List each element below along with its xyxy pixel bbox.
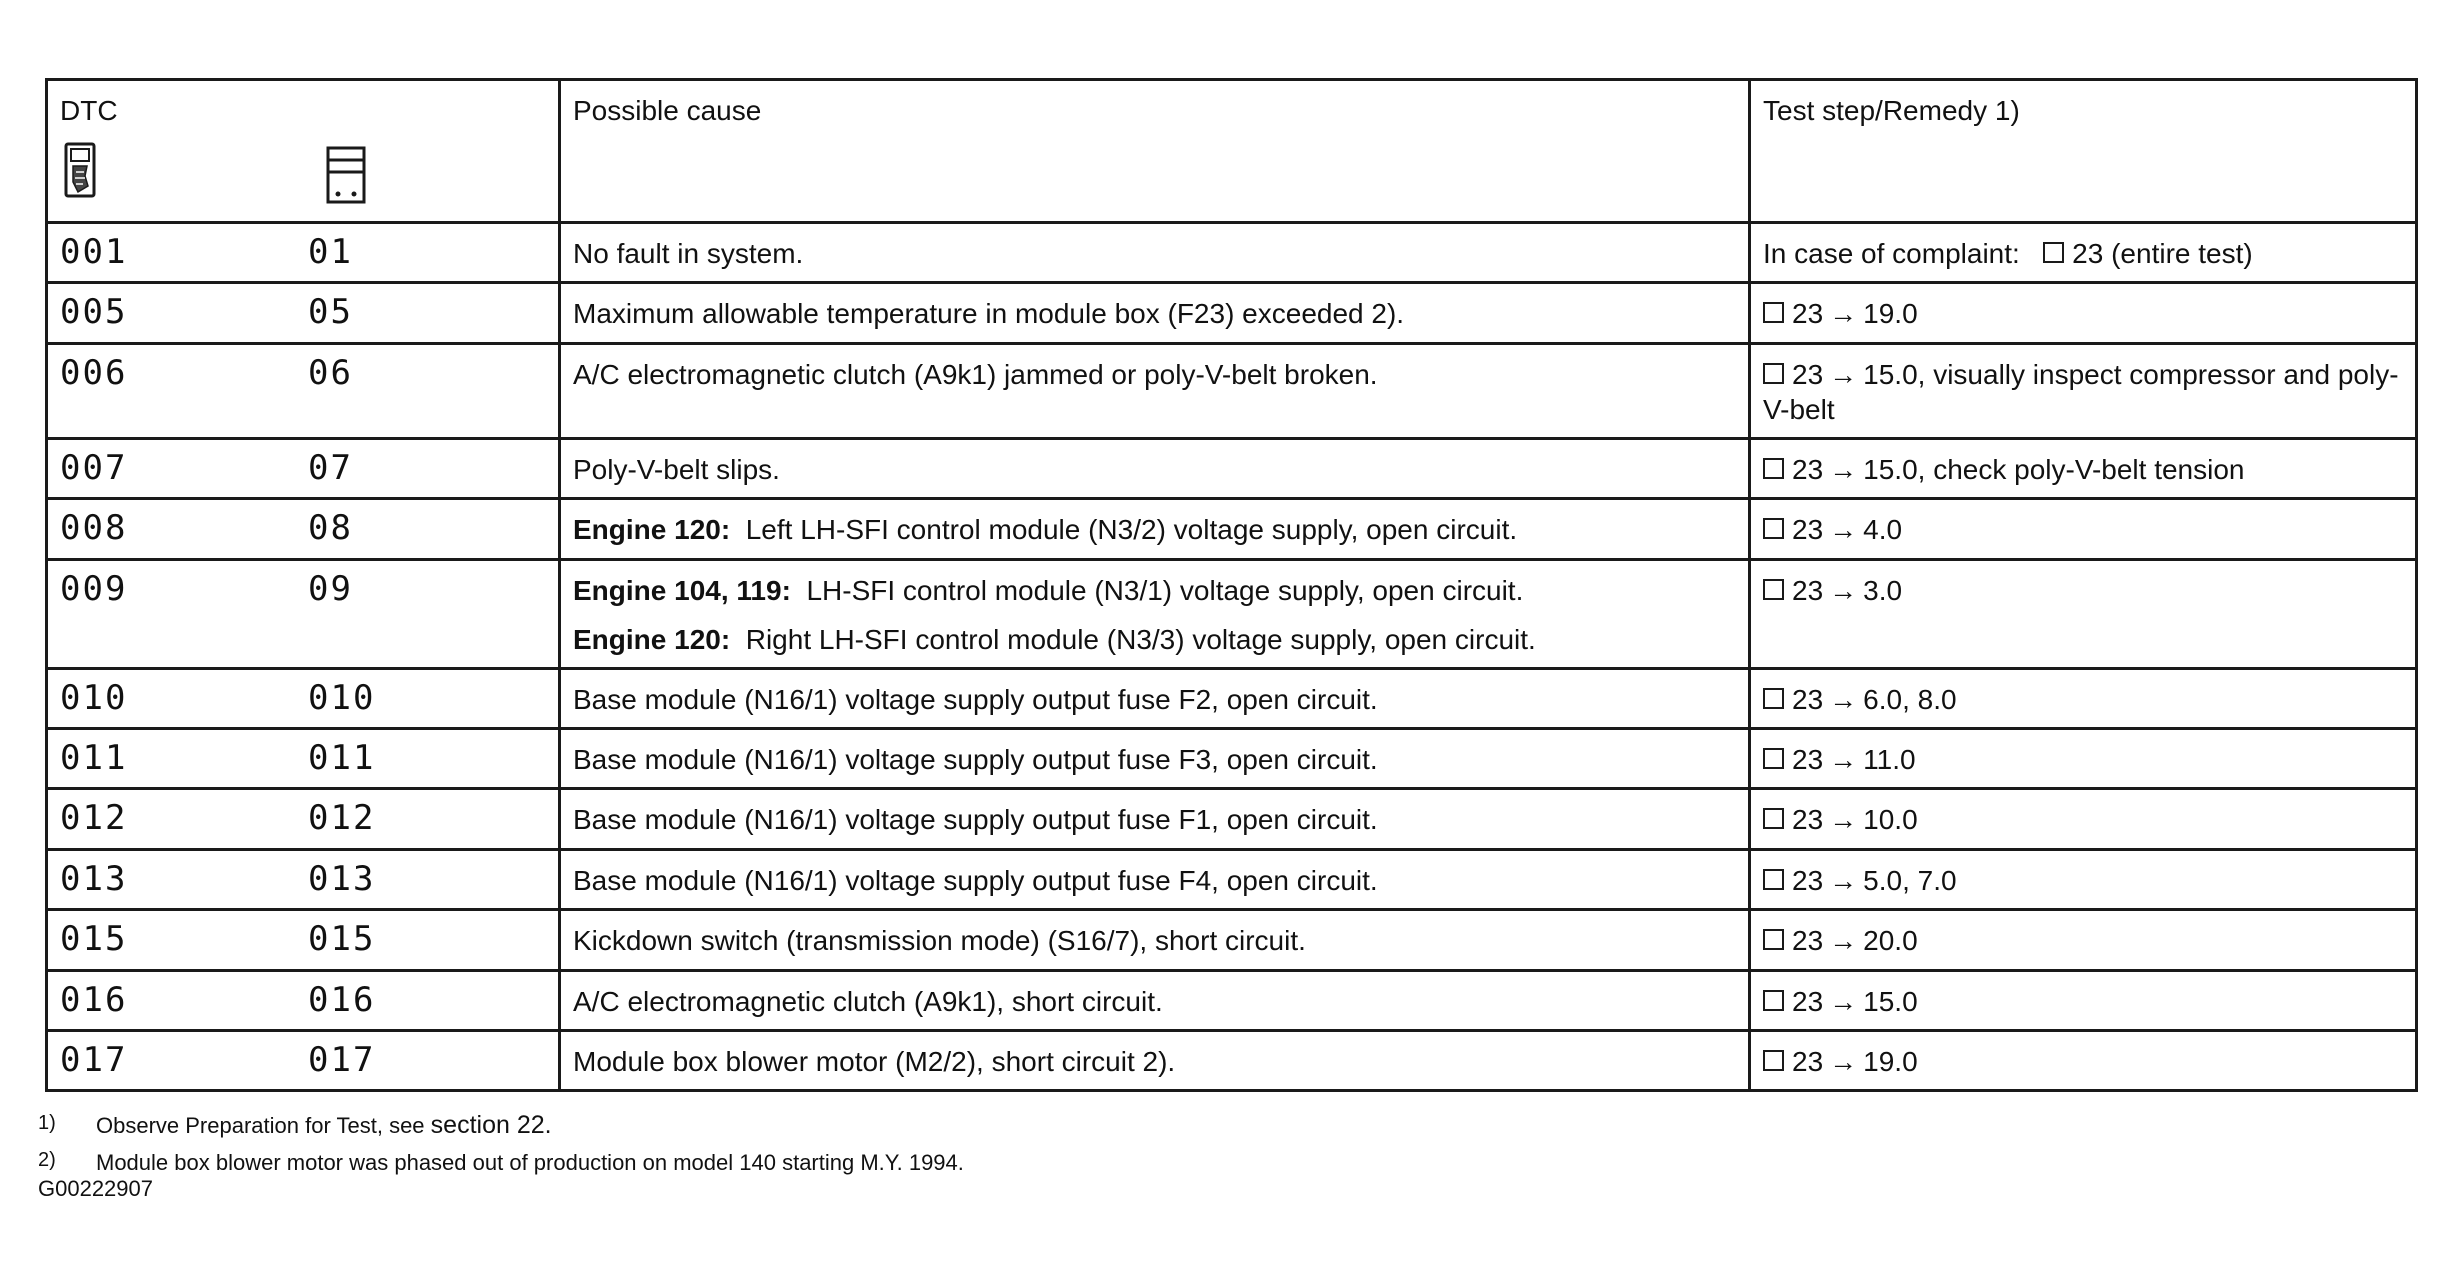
section-box-icon bbox=[1763, 748, 1784, 769]
cause-line bbox=[573, 682, 1738, 717]
right-arrow-icon: → bbox=[1829, 453, 1858, 485]
remedy-step: 20.0 bbox=[1863, 925, 1918, 957]
section-ref: 23 bbox=[1792, 358, 1824, 390]
dtc-code-tester: 015 bbox=[60, 919, 128, 960]
dtc-code-tester: 006 bbox=[60, 352, 128, 393]
remedy-cell bbox=[1750, 668, 2417, 728]
dtc-cell bbox=[47, 849, 560, 909]
cause-text: Right LH-SFI control module (N3/3) voltage supply, open circuit. bbox=[745, 623, 1536, 655]
remedy-cell bbox=[1750, 499, 2417, 559]
footnote-2 bbox=[38, 1143, 964, 1180]
dtc-code-tester: 009 bbox=[60, 568, 128, 609]
remedy-header-cell bbox=[1750, 80, 2417, 223]
footnote-section-ref: section 22. bbox=[430, 1111, 552, 1139]
table-row bbox=[47, 283, 2417, 343]
dtc-cell bbox=[47, 668, 560, 728]
dtc-code-tester: 010 bbox=[60, 677, 128, 718]
cause-line bbox=[573, 802, 1738, 837]
cause-cell bbox=[560, 728, 1750, 788]
cause-cell bbox=[560, 499, 1750, 559]
dtc-cell bbox=[47, 910, 560, 970]
table-row bbox=[47, 438, 2417, 498]
cause-cell bbox=[560, 343, 1750, 438]
remedy-column-header: Test step/Remedy 1) bbox=[1763, 95, 2020, 126]
cause-text: Base module (N16/1) voltage supply output fuse F1, open circuit. bbox=[573, 804, 1378, 836]
remedy-step: 10.0 bbox=[1863, 804, 1918, 836]
remedy-cell bbox=[1750, 728, 2417, 788]
remedy-step: 6.0, 8.0 bbox=[1863, 683, 1957, 715]
right-arrow-icon: → bbox=[1829, 298, 1858, 330]
cause-cell bbox=[560, 789, 1750, 849]
dtc-cell bbox=[47, 559, 560, 668]
remedy-cell bbox=[1750, 438, 2417, 498]
section-box-icon bbox=[1763, 579, 1784, 600]
right-arrow-icon: → bbox=[1829, 925, 1858, 957]
remedy-step: 11.0 bbox=[1863, 743, 1916, 775]
section-ref: 23 bbox=[1792, 804, 1824, 836]
table-row bbox=[47, 499, 2417, 559]
section-box-icon bbox=[1763, 869, 1784, 890]
cause-text: LH-SFI control module (N3/1) voltage supply, open circuit. bbox=[806, 574, 1524, 606]
cause-text: Base module (N16/1) voltage supply output fuse F2, open circuit. bbox=[573, 683, 1378, 715]
table-row bbox=[47, 1030, 2417, 1090]
dtc-cell bbox=[47, 499, 560, 559]
section-ref: 23 bbox=[1792, 453, 1824, 485]
dtc-code-display: 07 bbox=[308, 447, 353, 488]
cause-line bbox=[573, 863, 1738, 898]
dtc-code-display: 015 bbox=[308, 919, 376, 960]
remedy-step: 4.0 bbox=[1863, 514, 1903, 546]
section-box-icon bbox=[1763, 929, 1784, 950]
section-box-icon bbox=[1763, 302, 1784, 323]
dtc-cell bbox=[47, 223, 560, 283]
engine-prefix: Engine 104, 119: bbox=[573, 574, 791, 606]
cause-header-cell bbox=[560, 80, 1750, 223]
table-row bbox=[47, 849, 2417, 909]
cause-text: Module box blower motor (M2/2), short circuit 2). bbox=[573, 1045, 1176, 1077]
footnote-text: Observe Preparation for Test, see bbox=[96, 1113, 425, 1138]
footnote-number: 1) bbox=[38, 1112, 56, 1134]
dtc-cell bbox=[47, 283, 560, 343]
cause-text: Maximum allowable temperature in module box (F23) exceeded 2). bbox=[573, 298, 1405, 330]
cause-line bbox=[573, 742, 1738, 777]
cause-line bbox=[573, 236, 1738, 271]
section-ref: 23 bbox=[1792, 743, 1824, 775]
dtc-code-tester: 008 bbox=[60, 508, 128, 549]
dtc-code-display: 012 bbox=[308, 798, 376, 839]
dtc-code-tester: 012 bbox=[60, 798, 128, 839]
cause-cell bbox=[560, 970, 1750, 1030]
cause-text: Left LH-SFI control module (N3/2) voltage supply, open circuit. bbox=[745, 514, 1518, 546]
dtc-cell bbox=[47, 343, 560, 438]
engine-prefix: Engine 120: bbox=[573, 514, 731, 546]
table-row bbox=[47, 223, 2417, 283]
footnote-number: 2) bbox=[38, 1149, 56, 1171]
section-box-icon bbox=[1763, 990, 1784, 1011]
footnote-1 bbox=[38, 1106, 964, 1143]
remedy-step: 15.0, check poly-V-belt tension bbox=[1863, 453, 2245, 485]
cause-cell bbox=[560, 223, 1750, 283]
cause-line bbox=[573, 452, 1738, 487]
cause-cell bbox=[560, 668, 1750, 728]
dtc-code-display: 016 bbox=[308, 979, 376, 1020]
dtc-code-display: 017 bbox=[308, 1039, 376, 1080]
section-box-icon bbox=[1763, 458, 1784, 479]
right-arrow-icon: → bbox=[1829, 358, 1858, 390]
cause-line bbox=[573, 622, 1738, 657]
footnote-text: Module box blower motor was phased out of production on model 140 starting M.Y. 1994. bbox=[96, 1150, 964, 1175]
right-arrow-icon: → bbox=[1829, 574, 1858, 606]
section-ref: 23 bbox=[1792, 298, 1824, 330]
cause-cell bbox=[560, 910, 1750, 970]
section-ref: 23 bbox=[1792, 1045, 1824, 1077]
dtc-code-tester: 007 bbox=[60, 447, 128, 488]
table-row bbox=[47, 343, 2417, 438]
dtc-code-display: 06 bbox=[308, 352, 353, 393]
cause-text: A/C electromagnetic clutch (A9k1) jammed or poly-V-belt broken. bbox=[573, 358, 1378, 390]
remedy-cell bbox=[1750, 283, 2417, 343]
section-box-icon bbox=[2043, 242, 2064, 263]
dtc-cell bbox=[47, 789, 560, 849]
remedy-cell bbox=[1750, 559, 2417, 668]
dtc-header-cell bbox=[47, 80, 560, 223]
remedy-prefix: In case of complaint: bbox=[1763, 238, 2020, 269]
dtc-table bbox=[45, 78, 2418, 1092]
cause-line bbox=[573, 573, 1738, 608]
section-ref: 23 bbox=[1792, 985, 1824, 1017]
remedy-cell bbox=[1750, 789, 2417, 849]
display-unit-icon bbox=[326, 146, 366, 204]
right-arrow-icon: → bbox=[1829, 864, 1858, 896]
remedy-step: 5.0, 7.0 bbox=[1863, 864, 1957, 896]
right-arrow-icon: → bbox=[1829, 985, 1858, 1017]
section-box-icon bbox=[1763, 1050, 1784, 1071]
dtc-code-tester: 017 bbox=[60, 1039, 128, 1080]
table-row bbox=[47, 559, 2417, 668]
dtc-code-display: 09 bbox=[308, 568, 353, 609]
table-row bbox=[47, 668, 2417, 728]
cause-line bbox=[573, 357, 1738, 392]
remedy-cell bbox=[1750, 970, 2417, 1030]
remedy-step: 15.0, visually inspect compressor and poly-V-belt bbox=[1763, 358, 2399, 425]
dtc-code-tester: 016 bbox=[60, 979, 128, 1020]
cause-cell bbox=[560, 438, 1750, 498]
table-row bbox=[47, 789, 2417, 849]
dtc-code-display: 05 bbox=[308, 292, 353, 333]
table-body bbox=[47, 223, 2417, 1091]
cause-line bbox=[573, 984, 1738, 1019]
dtc-code-tester: 013 bbox=[60, 858, 128, 899]
right-arrow-icon: → bbox=[1829, 514, 1858, 546]
section-box-icon bbox=[1763, 518, 1784, 539]
section-ref: 23 bbox=[1792, 925, 1824, 957]
cause-cell bbox=[560, 849, 1750, 909]
dtc-code-tester: 011 bbox=[60, 737, 128, 778]
right-arrow-icon: → bbox=[1829, 1045, 1858, 1077]
remedy-cell bbox=[1750, 1030, 2417, 1090]
table-row bbox=[47, 970, 2417, 1030]
table-row bbox=[47, 910, 2417, 970]
cause-line bbox=[573, 512, 1738, 547]
engine-prefix: Engine 120: bbox=[573, 623, 731, 655]
cause-line bbox=[573, 296, 1738, 331]
dtc-code-display: 011 bbox=[308, 737, 376, 778]
dtc-code-display: 01 bbox=[308, 232, 353, 272]
cause-line bbox=[573, 1044, 1738, 1079]
footnotes bbox=[38, 1106, 964, 1180]
cause-cell bbox=[560, 559, 1750, 668]
cause-text: Base module (N16/1) voltage supply output fuse F4, open circuit. bbox=[573, 864, 1378, 896]
hand-held-tester-icon bbox=[64, 142, 96, 198]
dtc-code-display: 010 bbox=[308, 677, 376, 718]
table-row bbox=[47, 728, 2417, 788]
dtc-cell bbox=[47, 438, 560, 498]
section-ref: 23 bbox=[1792, 864, 1824, 896]
cause-line bbox=[573, 923, 1738, 958]
section-box-icon bbox=[1763, 688, 1784, 709]
cause-column-header: Possible cause bbox=[573, 95, 762, 126]
cause-text: Kickdown switch (transmission mode) (S16/7), short circuit. bbox=[573, 925, 1306, 957]
section-ref: 23 bbox=[2072, 238, 2104, 269]
table-header-row bbox=[47, 80, 2417, 223]
cause-text: No fault in system. bbox=[573, 238, 804, 269]
remedy-step: 19.0 bbox=[1863, 1045, 1918, 1077]
dtc-code-display: 08 bbox=[308, 508, 353, 549]
dtc-column-header: DTC bbox=[60, 95, 118, 126]
figure-id: G00222907 bbox=[38, 1176, 153, 1201]
remedy-step: 3.0 bbox=[1863, 574, 1903, 606]
remedy-step: 19.0 bbox=[1863, 298, 1918, 330]
remedy-cell bbox=[1750, 849, 2417, 909]
cause-cell bbox=[560, 283, 1750, 343]
section-ref: 23 bbox=[1792, 514, 1824, 546]
remedy-step: (entire test) bbox=[2111, 238, 2253, 269]
dtc-cell bbox=[47, 970, 560, 1030]
dtc-cell bbox=[47, 1030, 560, 1090]
cause-text: Poly-V-belt slips. bbox=[573, 453, 780, 485]
remedy-step: 15.0 bbox=[1863, 985, 1918, 1017]
cause-text: A/C electromagnetic clutch (A9k1), short circuit. bbox=[573, 985, 1163, 1017]
right-arrow-icon: → bbox=[1829, 743, 1858, 775]
dtc-code-display: 013 bbox=[308, 858, 376, 899]
dtc-cell bbox=[47, 728, 560, 788]
right-arrow-icon: → bbox=[1829, 804, 1858, 836]
dtc-code-tester: 001 bbox=[60, 232, 128, 272]
dtc-code-tester: 005 bbox=[60, 292, 128, 333]
remedy-cell bbox=[1750, 343, 2417, 438]
section-ref: 23 bbox=[1792, 574, 1824, 606]
right-arrow-icon: → bbox=[1829, 683, 1858, 715]
section-box-icon bbox=[1763, 808, 1784, 829]
remedy-cell bbox=[1750, 910, 2417, 970]
section-box-icon bbox=[1763, 363, 1784, 384]
cause-cell bbox=[560, 1030, 1750, 1090]
cause-text: Base module (N16/1) voltage supply output fuse F3, open circuit. bbox=[573, 743, 1378, 775]
remedy-cell bbox=[1750, 223, 2417, 283]
section-ref: 23 bbox=[1792, 683, 1824, 715]
